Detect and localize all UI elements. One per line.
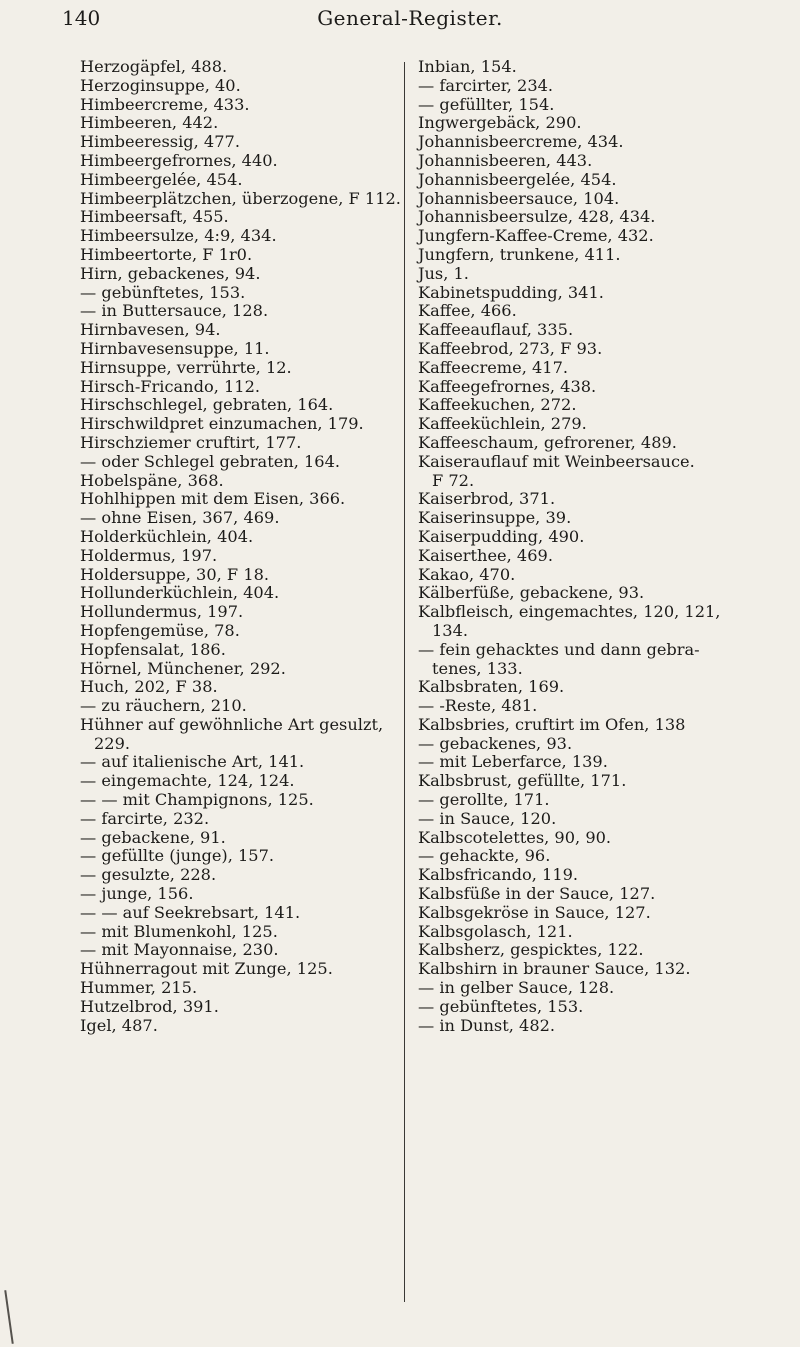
- page-header: [50, 6, 770, 46]
- page-number: 140: [62, 6, 101, 30]
- index-entry: Hühnerragout mit Zunge, 125.: [80, 959, 333, 979]
- index-entry: — eingemachte, 124, 124.: [80, 771, 295, 791]
- index-entry: Kaffeeküchlein, 279.: [418, 414, 587, 434]
- index-entry: — — mit Champignons, 125.: [80, 790, 314, 810]
- index-entry-text: — fein gehacktes und dann gebra-: [418, 639, 700, 659]
- index-entry: Kaiserinsuppe, 39.: [418, 508, 572, 528]
- index-entry: Johannisbeergelée, 454.: [418, 169, 617, 189]
- index-entry: Kalbsfüße in der Sauce, 127.: [418, 884, 656, 904]
- index-entry: Jungfern, trunkene, 411.: [418, 244, 621, 264]
- index-entry: — farcirte, 232.: [80, 808, 210, 828]
- index-entry: Johannisbeersauce, 104.: [418, 188, 620, 208]
- index-entry: Hutzelbrod, 391.: [80, 996, 219, 1016]
- index-entry: Hummer, 215.: [80, 978, 198, 998]
- index-entry: — gebackenes, 93.: [418, 733, 573, 753]
- index-entry: Holdersuppe, 30, F 18.: [80, 564, 270, 584]
- index-entry: Hirsch-Fricando, 112.: [80, 376, 261, 396]
- index-entry: — mit Blumenkohl, 125.: [80, 921, 278, 941]
- index-entry: [418, 603, 788, 641]
- index-entry: Kalbscotelettes, 90, 90.: [418, 827, 612, 847]
- index-entry: Kalbsbraten, 169.: [418, 677, 565, 697]
- index-entry: Herzoginsuppe, 40.: [80, 75, 241, 95]
- index-entry: Himbeersaft, 455.: [80, 207, 229, 227]
- index-entry: Himbeerplätzchen, überzogene, F 112.: [80, 188, 401, 208]
- index-entry: Kakao, 470.: [418, 564, 516, 584]
- index-entry: — in Buttersauce, 128.: [80, 301, 269, 321]
- index-entry: Kaiserpudding, 490.: [418, 526, 585, 546]
- index-entry: Hirn, gebackenes, 94.: [80, 263, 261, 283]
- index-entry: — gefüllter, 154.: [418, 94, 555, 114]
- index-entry: Hopfensalat, 186.: [80, 639, 226, 659]
- index-entry-text: Kaiserauflauf mit Weinbeersauce.: [418, 451, 695, 471]
- scan-margin-mark: [4, 1290, 13, 1344]
- index-entry: — -Reste, 481.: [418, 696, 538, 716]
- index-entry: Inbian, 154.: [418, 57, 517, 76]
- index-entry: Kalbsbries, cruftirt im Ofen, 138: [418, 714, 686, 734]
- index-entry: — mit Leberfarce, 139.: [418, 752, 608, 772]
- index-entry: Hollundermus, 197.: [80, 602, 244, 622]
- index-entry: — auf italienische Art, 141.: [80, 752, 305, 772]
- index-entry: — gesulzte, 228.: [80, 865, 217, 885]
- index-entry: — gehackte, 96.: [418, 846, 551, 866]
- index-entry: Holdermus, 197.: [80, 545, 218, 565]
- index-entry: — gebackene, 91.: [80, 827, 226, 847]
- index-entry: Himbeeressig, 477.: [80, 132, 240, 152]
- index-entry: — in gelber Sauce, 128.: [418, 978, 615, 998]
- index-entry: Hirschschlegel, gebraten, 164.: [80, 395, 334, 415]
- index-entry: — gebünftetes, 153.: [80, 282, 246, 302]
- index-entry: Herzogäpfel, 488.: [80, 57, 228, 76]
- index-entry-text: Hühner auf gewöhnliche Art gesulzt,: [80, 714, 384, 734]
- index-entry: Hobelspäne, 368.: [80, 470, 224, 490]
- index-entry: — junge, 156.: [80, 884, 194, 904]
- running-title: General-Register.: [317, 6, 503, 30]
- index-entry: — mit Mayonnaise, 230.: [80, 940, 279, 960]
- index-entry: [418, 453, 788, 491]
- index-entry: Kaiserbrod, 371.: [418, 489, 556, 509]
- index-entry: Kaffeeschaum, gefrorener, 489.: [418, 432, 677, 452]
- index-entry: — ohne Eisen, 367, 469.: [80, 508, 280, 528]
- index-entry-text: Kalbfleisch, eingemachtes, 120, 121,: [418, 602, 721, 622]
- index-entry: Johannisbeersulze, 428, 434.: [418, 207, 656, 227]
- index-entry: Kabinetspudding, 341.: [418, 282, 604, 302]
- index-entry: Kalbsherz, gespicktes, 122.: [418, 940, 644, 960]
- index-entry: [80, 716, 465, 754]
- index-entry: Himbeergefrornes, 440.: [80, 150, 278, 170]
- index-entry: Ingwergebäck, 290.: [418, 113, 582, 133]
- index-entry: Kalbsgekröse in Sauce, 127.: [418, 902, 651, 922]
- index-entry: Kaffeekuchen, 272.: [418, 395, 577, 415]
- index-entry: — farcirter, 234.: [418, 75, 554, 95]
- left-index-column: [80, 58, 465, 1035]
- index-entry: Kaffeecreme, 417.: [418, 357, 569, 377]
- index-entry: — — auf Seekrebsart, 141.: [80, 902, 301, 922]
- index-entry: Jus, 1.: [418, 263, 469, 283]
- index-entry: — in Dunst, 482.: [418, 1015, 556, 1035]
- index-entry: Johannisbeeren, 443.: [418, 150, 593, 170]
- index-entry-continuation: 134.: [432, 620, 469, 640]
- index-entry: — gebünftetes, 153.: [418, 996, 584, 1016]
- index-entry: Kaffeeauflauf, 335.: [418, 320, 574, 340]
- index-entry: Hirnsuppe, verrührte, 12.: [80, 357, 292, 377]
- index-entry: Hollunderküchlein, 404.: [80, 583, 280, 603]
- index-entry: Hirschziemer cruftirt, 177.: [80, 432, 302, 452]
- index-entry: Igel, 487.: [80, 1015, 158, 1035]
- index-entry: Kaffeegefrornes, 438.: [418, 376, 597, 396]
- index-entry: — gefüllte (junge), 157.: [80, 846, 275, 866]
- index-entry: Hirnbavesensuppe, 11.: [80, 338, 270, 358]
- index-entry: Himbeertorte, F 1r0.: [80, 244, 253, 264]
- index-entry: Hohlhippen mit dem Eisen, 366.: [80, 489, 346, 509]
- index-entry: Kalbshirn in brauner Sauce, 132.: [418, 959, 691, 979]
- index-entry: Kaffee, 466.: [418, 301, 517, 321]
- index-entry: Kalbsgolasch, 121.: [418, 921, 573, 941]
- index-entry: Himbeercreme, 433.: [80, 94, 250, 114]
- index-entry: Holderküchlein, 404.: [80, 526, 254, 546]
- index-entry: — oder Schlegel gebraten, 164.: [80, 451, 341, 471]
- index-entry: — zu räuchern, 210.: [80, 696, 247, 716]
- index-entry-continuation: F 72.: [432, 470, 475, 490]
- index-entry-continuation: 229.: [94, 733, 131, 753]
- index-entry: Hirschwildpret einzumachen, 179.: [80, 414, 364, 434]
- index-entry: Jungfern-Kaffee-Creme, 432.: [418, 226, 654, 246]
- index-entry: Hirnbavesen, 94.: [80, 320, 221, 340]
- index-entry: [418, 641, 788, 679]
- index-entry: Hopfengemüse, 78.: [80, 620, 240, 640]
- right-index-column: [418, 58, 788, 1035]
- index-entry: Kalbsbrust, gefüllte, 171.: [418, 771, 627, 791]
- index-entry: Hörnel, Münchener, 292.: [80, 658, 286, 678]
- index-entry: Himbeersulze, 4:9, 434.: [80, 226, 277, 246]
- index-entry: Kaiserthee, 469.: [418, 545, 553, 565]
- index-entry: — gerollte, 171.: [418, 790, 550, 810]
- index-entry: Johannisbeercreme, 434.: [418, 132, 624, 152]
- index-entry: Kalbsfricando, 119.: [418, 865, 579, 885]
- index-entry: Himbeeren, 442.: [80, 113, 219, 133]
- index-entry: — in Sauce, 120.: [418, 808, 557, 828]
- index-entry-continuation: tenes, 133.: [432, 658, 523, 678]
- index-entry: Huch, 202, F 38.: [80, 677, 218, 697]
- index-entry: Kaffeebrod, 273, F 93.: [418, 338, 603, 358]
- index-entry: Himbeergelée, 454.: [80, 169, 243, 189]
- column-divider: [404, 62, 405, 1302]
- index-entry: Kälberfüße, gebackene, 93.: [418, 583, 645, 603]
